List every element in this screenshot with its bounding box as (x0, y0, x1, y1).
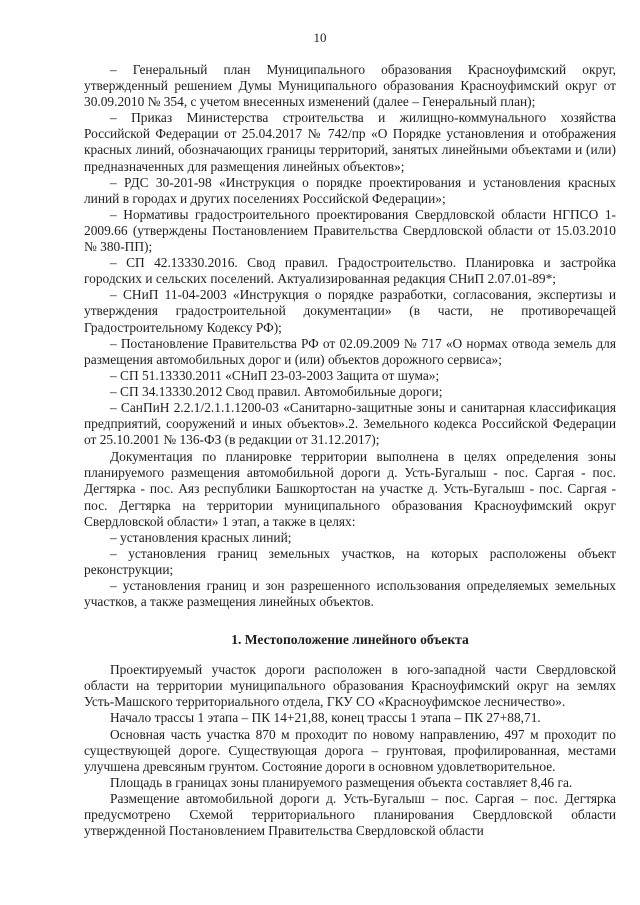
goal-item: – установления красных линий; (110, 529, 292, 545)
location-paragraph: Размещение автомобильной дороги д. Усть-Бугалыш – пос. Саргая – пос. Дегтярка предусмотрено Схемой территориального планирования Свердловской области утвержденной Постановлением Правительства Свердловской области (84, 790, 616, 839)
page-number: 10 (313, 30, 327, 45)
list-item: – СанПиН 2.2.1/2.1.1.1200-03 «Санитарно-защитные зоны и санитарная классификация предприятий, сооружений и иных объектов».2. Земельного кодекса Российской Федерации от 25.10.2001 № 136-ФЗ (в редакции от 31.12.2017); (84, 399, 616, 448)
list-item: – СП 34.13330.2012 Свод правил. Автомобильные дороги; (110, 383, 443, 399)
purpose-paragraph: Документация по планировке территории выполнена в целях определения зоны планируемого размещения автомобильной дороги д. Усть-Бугалыш - пос. Саргая - пос. Дегтярка - пос. Аяз республики Башкортостан на участке д. Усть-Бугалыш - пос. Саргая - пос. Дегтярка на территории муниципального образования Красноуфимский округ Свердловской области» 1 этап, а также в целях: (84, 449, 616, 529)
location-paragraph: Основная часть участка 870 м проходит по новому направлению, 497 м проходит по существующей дороге. Существующая дорога – грунтовая, профилированная, местами улучшена древсяным грунтом. Состояние дороги в основном удовлетворительное. (84, 726, 616, 774)
list-item: – СП 51.13330.2011 «СНиП 23-03-2003 Защита от шума»; (110, 367, 440, 383)
list-item: – Нормативы градостроительного проектирования Свердловской области НГПСО 1-2009.66 (утверждены Постановлением Правительства Свердловской области от 15.03.2010 № 380-ПП); (84, 206, 616, 255)
list-item: – СП 42.13330.2016. Свод правил. Градостроительство. Планировка и застройка городских и сельских поселений. Актуализированная редакция СНиП 2.07.01-89*; (84, 255, 616, 287)
list-item: – СНиП 11-04-2003 «Инструкция о порядке разработки, согласования, экспертизы и утверждения градостроительной документации» (в части, не противоречащей Градостроительному Кодексу РФ); (84, 287, 616, 335)
location-paragraph: Проектируемый участок дороги расположен в юго-западной части Свердловской области на территории муниципального образования Красноуфимский округ на землях Усть-Машского территориального отдела, ГКУ СО «Красноуфимское лесничество». (84, 662, 616, 710)
location-paragraph: Начало трассы 1 этапа – ПК 14+21,88, конец трассы 1 этапа – ПК 27+88,71. (110, 710, 541, 726)
list-item: – РДС 30-201-98 «Инструкция о порядке проектирования и установления красных линий в городах и других поселениях Российской Федерации»; (84, 174, 616, 206)
list-item: – Приказ Министерства строительства и жилищно-коммунального хозяйства Российской Федерации от 25.04.2017 № 742/пр «О Порядке установления и отображения красных линий, обозначающих границы территорий, занятых линейными объектами и (или) предназначенных для размещения линейных объектов»; (84, 110, 616, 174)
goal-item: – установления границ и зон разрешенного использования определяемых земельных участков, а также размещения линейных объектов. (84, 578, 616, 610)
location-paragraph: Площадь в границах зоны планируемого размещения объекта составляет 8,46 га. (110, 774, 573, 790)
document-body (84, 62, 616, 839)
list-item: – Постановление Правительства РФ от 02.09.2009 № 717 «О нормах отвода земель для размещения автомобильных дорог и (или) объектов дорожного сервиса»; (84, 335, 616, 367)
list-item: – Генеральный план Муниципального образования Красноуфимский округ, утвержденный решением Думы Муниципального образования Красноуфимский округ от 30.09.2010 № 354, с учетом внесенных изменений (далее – Генеральный план); (84, 62, 616, 110)
goal-item: – установления границ земельных участков, на которых расположены объект реконструкции; (84, 545, 616, 577)
section-heading: 1. Местоположение линейного объекта (231, 632, 469, 648)
